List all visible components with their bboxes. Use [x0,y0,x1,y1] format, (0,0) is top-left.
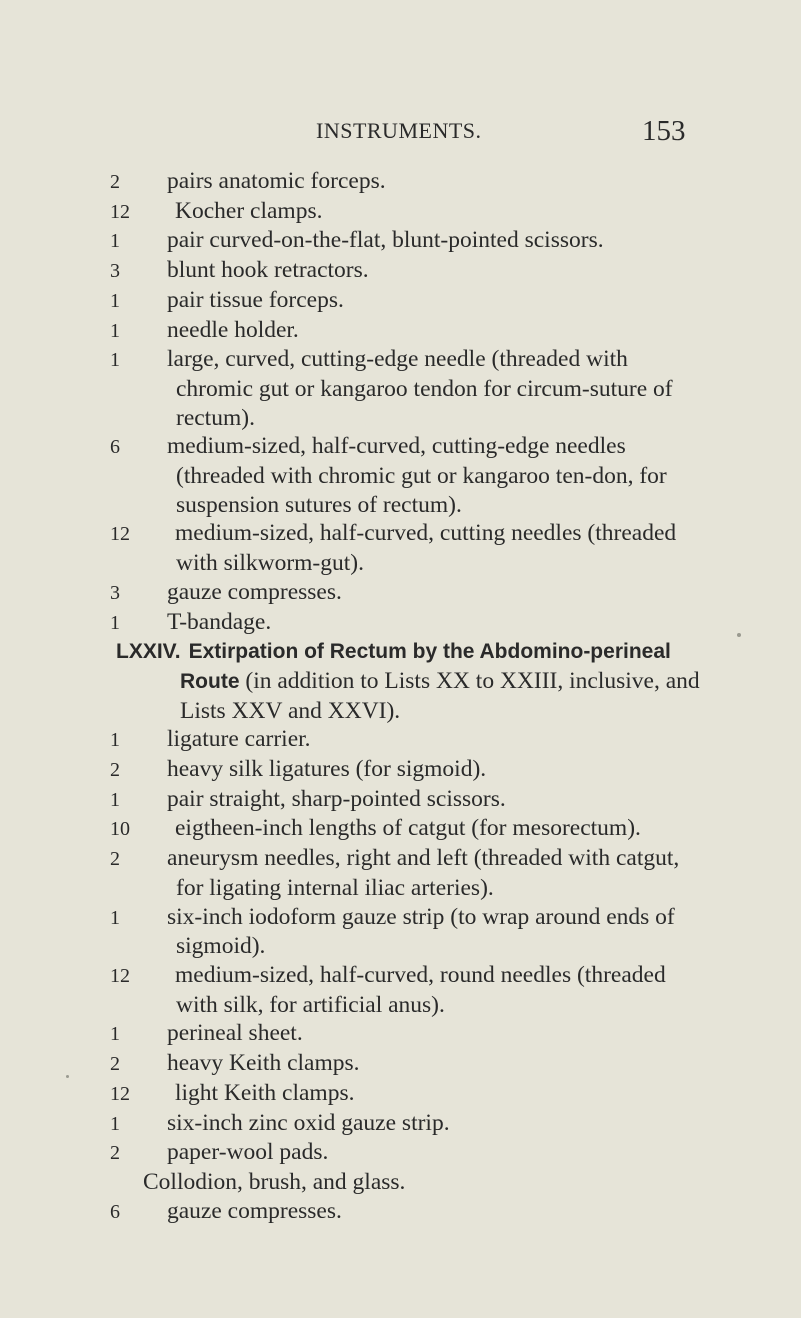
instrument-list [0,167,801,1226]
item-text: gauze compresses. [167,1197,342,1224]
list-item [0,961,801,1019]
paper-speck [66,1075,69,1078]
item-text: six-inch zinc oxid gauze strip. [167,1109,450,1136]
item-quantity: 6 [110,1200,120,1223]
list-item [0,256,801,286]
list-item [0,519,801,577]
item-text: blunt hook retractors. [167,257,369,284]
item-text: large, curved, cutting-edge needle (threaded with chromic gut or kangaroo tendon for circum-suture of rectum). [167,346,673,431]
item-text: medium-sized, half-curved, round needles (threaded with silk, for artificial anus). [175,961,666,1018]
list-item [0,1049,801,1079]
list-item [0,844,801,902]
item-quantity: 1 [110,906,120,929]
list-item [0,1079,801,1109]
item-quantity: 10 [110,818,130,841]
item-quantity: 12 [110,964,130,987]
item-text: pair straight, sharp-pointed scissors. [167,785,506,812]
list-item [0,755,801,785]
item-text: pairs anatomic forceps. [167,168,386,194]
item-quantity: 1 [110,289,120,312]
item-text: Collodion, brush, and glass. [143,1168,406,1195]
list-item [0,345,801,432]
item-quantity: 2 [110,1142,120,1165]
list-item [0,578,801,608]
running-title: INSTRUMENTS. [316,118,482,143]
item-text: pair tissue forceps. [167,286,344,313]
list-item [0,785,801,815]
item-text: light Keith clamps. [175,1079,355,1106]
page-number: 153 [642,115,686,147]
item-text: ligature carrier. [167,726,311,753]
item-text: Kocher clamps. [175,197,323,224]
list-item [0,814,801,844]
section-title: Extirpation of Rectum by the Abdomino-perineal Route [180,640,671,693]
list-item [0,197,801,227]
item-text: six-inch iodoform gauze strip (to wrap around ends of sigmoid). [167,903,675,960]
item-quantity: 1 [110,349,120,372]
list-item [0,1109,801,1139]
item-text: heavy Keith clamps. [167,1050,360,1077]
item-quantity: 1 [110,788,120,811]
item-text: eigtheen-inch lengths of catgut (for mesorectum). [175,815,641,842]
item-quantity: 2 [110,759,120,782]
section-number: LXXIV. [116,640,181,664]
item-quantity: 2 [110,1053,120,1076]
item-text: T-bandage. [167,608,272,635]
list-item [0,167,801,197]
item-quantity: 1 [110,230,120,253]
item-quantity: 3 [110,581,120,604]
item-text: paper-wool pads. [167,1139,329,1166]
item-quantity: 12 [110,1082,130,1105]
section-heading [0,637,801,725]
list-item [0,1168,801,1197]
item-text: aneurysm needles, right and left (threaded with catgut, for ligating internal iliac arteries). [167,845,680,901]
item-text: heavy silk ligatures (for sigmoid). [167,756,487,783]
item-quantity: 1 [110,1112,120,1135]
page-header [0,115,801,158]
list-item [0,1138,801,1168]
item-quantity: 3 [110,260,120,283]
list-item [0,1019,801,1049]
item-quantity: 6 [110,436,120,459]
list-item [0,725,801,755]
section-note: (in addition to Lists XX to XXIII, inclusive, and Lists XXV and XXVI). [180,667,700,724]
list-item [0,608,801,638]
item-text: medium-sized, half-curved, cutting-edge needles (threaded with chromic gut or kangaroo ten-don, for suspension sutures of rectum). [167,433,667,518]
list-item [0,903,801,961]
item-quantity: 1 [110,1023,120,1046]
item-quantity: 1 [110,319,120,342]
item-text: gauze compresses. [167,578,342,605]
item-quantity: 1 [110,611,120,634]
item-quantity: 12 [110,200,130,223]
list-item [0,226,801,256]
item-quantity: 1 [110,729,120,752]
item-quantity: 2 [110,171,120,193]
item-text: medium-sized, half-curved, cutting needles (threaded with silkworm-gut). [175,520,677,577]
list-item [0,1197,801,1227]
list-item [0,286,801,316]
item-text: perineal sheet. [167,1020,303,1047]
item-quantity: 2 [110,848,120,871]
list-item [0,316,801,346]
paper-speck [737,633,741,637]
list-item [0,432,801,519]
item-quantity: 12 [110,523,130,546]
item-text: needle holder. [167,316,299,343]
item-text: pair curved-on-the-flat, blunt-pointed scissors. [167,227,604,254]
